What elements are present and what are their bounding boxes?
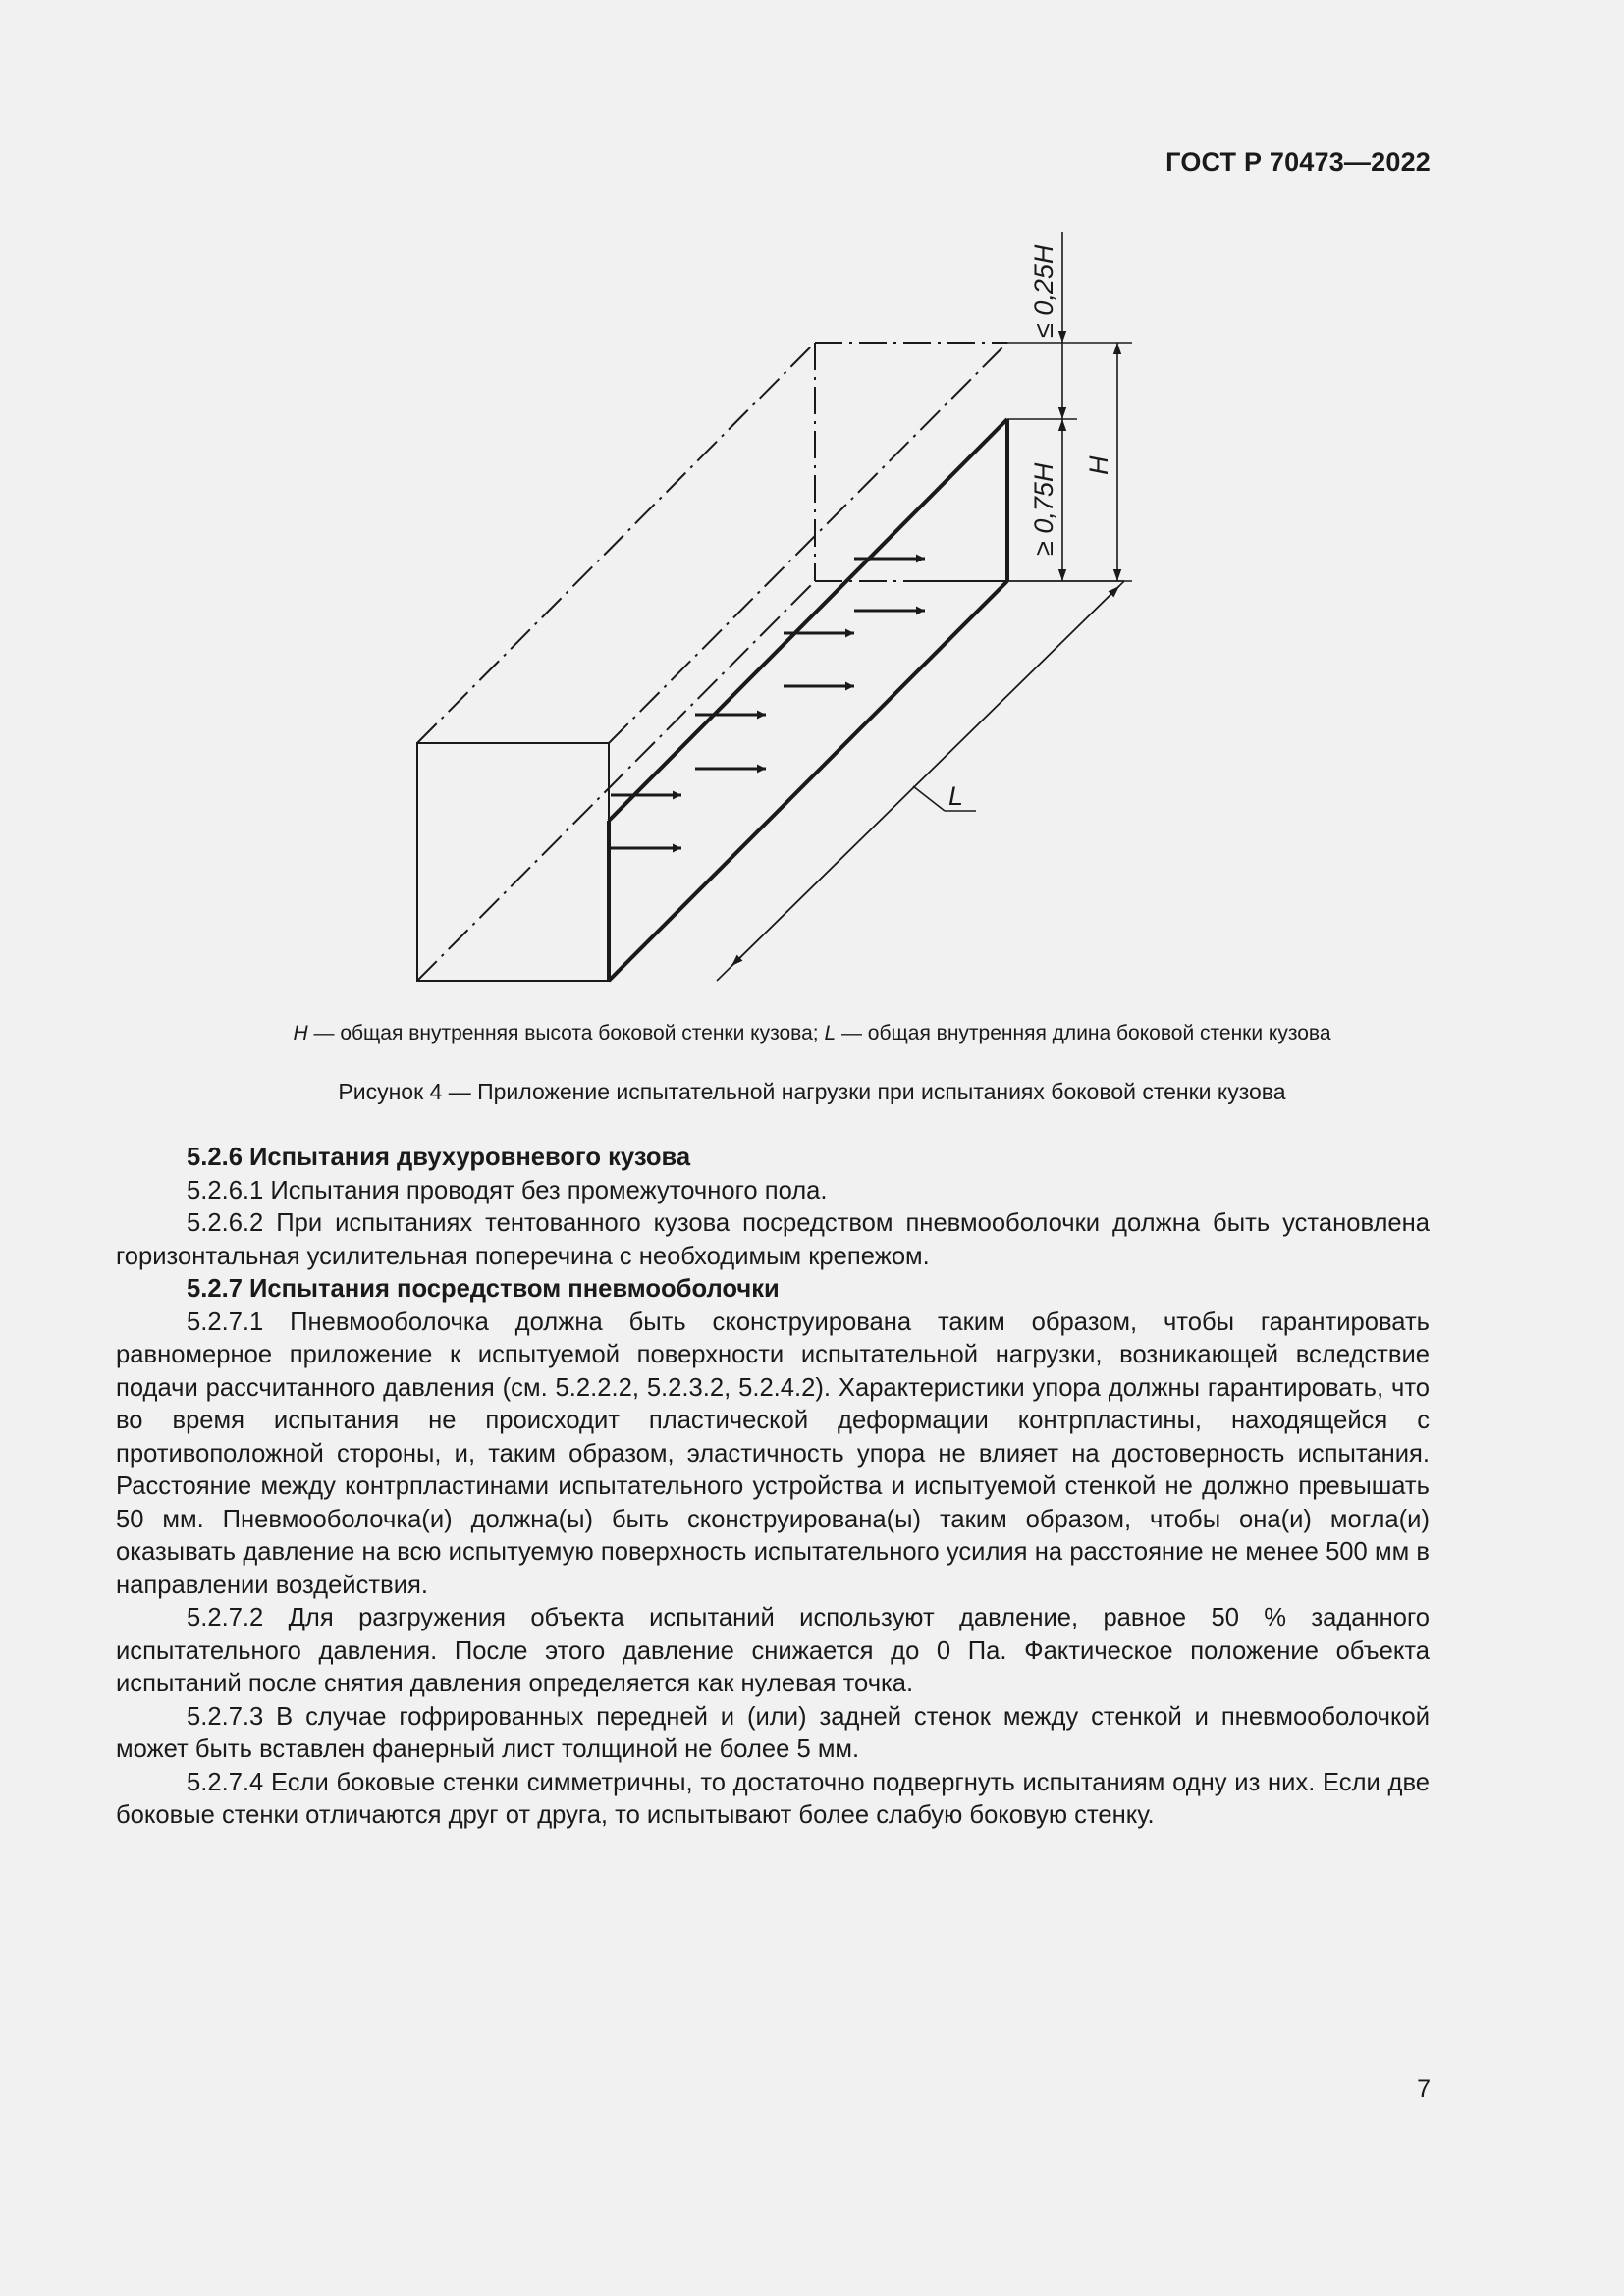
legend-var-h: H <box>293 1022 308 1044</box>
paragraph-5-2-6-2: 5.2.6.2 При испытаниях тентованного кузова посредством пневмооболочки должна быть установлена горизонтальная усилительная поперечина с необходимым крепежом. <box>116 1209 1430 1270</box>
dim-label-h: H <box>1084 455 1113 475</box>
legend-text-l: — общая внутренняя длина боковой стенки кузова <box>836 1022 1331 1044</box>
dim-label-l: L <box>948 781 964 811</box>
paragraph-5-2-7-4: 5.2.7.4 Если боковые стенки симметричны, то достаточно подвергнуть испытаниям одну из них. Если две боковые стенки отличаются друг от друга, то испытывают более слабую боковую стенку. <box>116 1768 1430 1829</box>
section-heading-5-2-6: 5.2.6 Испытания двухуровневого кузова <box>187 1144 691 1171</box>
page-number: 7 <box>1417 2075 1431 2103</box>
figure-legend <box>0 1022 1624 1045</box>
paragraph-5-2-7-2: 5.2.7.2 Для разгружения объекта испытаний используют давление, равное 50 % заданного испытательного давления. После этого давление снижается до 0 Па. Фактическое положение объекта испытаний после снятия давления определяется как нулевая точка. <box>116 1604 1430 1697</box>
document-code: ГОСТ Р 70473—2022 <box>1165 147 1431 177</box>
document-body <box>116 1142 1430 1833</box>
height-dimensions <box>1007 232 1132 581</box>
figure-caption: Рисунок 4 — Приложение испытательной нагрузки при испытаниях боковой стенки кузова <box>338 1079 1286 1104</box>
dim-label-top: ≤ 0,25H <box>1029 244 1058 338</box>
figure-4 <box>393 222 1178 1007</box>
front-face <box>417 743 609 981</box>
box-diagram <box>393 222 1178 1007</box>
legend-text-h: — общая внутренняя высота боковой стенки кузова; <box>307 1022 825 1044</box>
dim-label-mid: ≥ 0,75H <box>1029 462 1058 556</box>
section-heading-5-2-7: 5.2.7 Испытания посредством пневмооболочки <box>187 1275 780 1303</box>
legend-var-l: L <box>824 1022 837 1044</box>
paragraph-5-2-7-1: 5.2.7.1 Пневмооболочка должна быть сконструирована таким образом, чтобы гарантировать равномерное приложение к испытуемой поверхности испытательной нагрузки, возникающей вследствие подачи рассчитанного давления (см. 5.2.2.2, 5.2.3.2, 5.2.4.2). Характеристики упора должны гарантировать, что во время испытания не происходит пластической деформации контрпластины, находящейся с противоположной стороны, и, таким образом, эластичность упора не влияет на достоверность испытания. Расстояние между контрпластинами испытательного устройства и испытуемой стенкой не должно превышать 50 мм. Пневмооболочка(и) должна(ы) быть сконструирована(ы) таким образом, чтобы она(и) могла(и) оказывать давление на всю испытуемую поверхность испытательного усилия на расстояние не менее 500 мм в направлении воздействия. <box>116 1308 1430 1599</box>
paragraph-5-2-7-3: 5.2.7.3 В случае гофрированных передней и (или) задней стенок между стенкой и пневмооболочкой может быть вставлен фанерный лист толщиной не более 5 мм. <box>116 1702 1430 1763</box>
paragraph-5-2-6-1: 5.2.6.1 Испытания проводят без промежуточного пола. <box>187 1176 828 1204</box>
load-arrows <box>611 559 925 848</box>
length-dimension <box>717 581 1124 981</box>
side-wall <box>609 419 1007 981</box>
hidden-edges <box>417 343 1007 981</box>
